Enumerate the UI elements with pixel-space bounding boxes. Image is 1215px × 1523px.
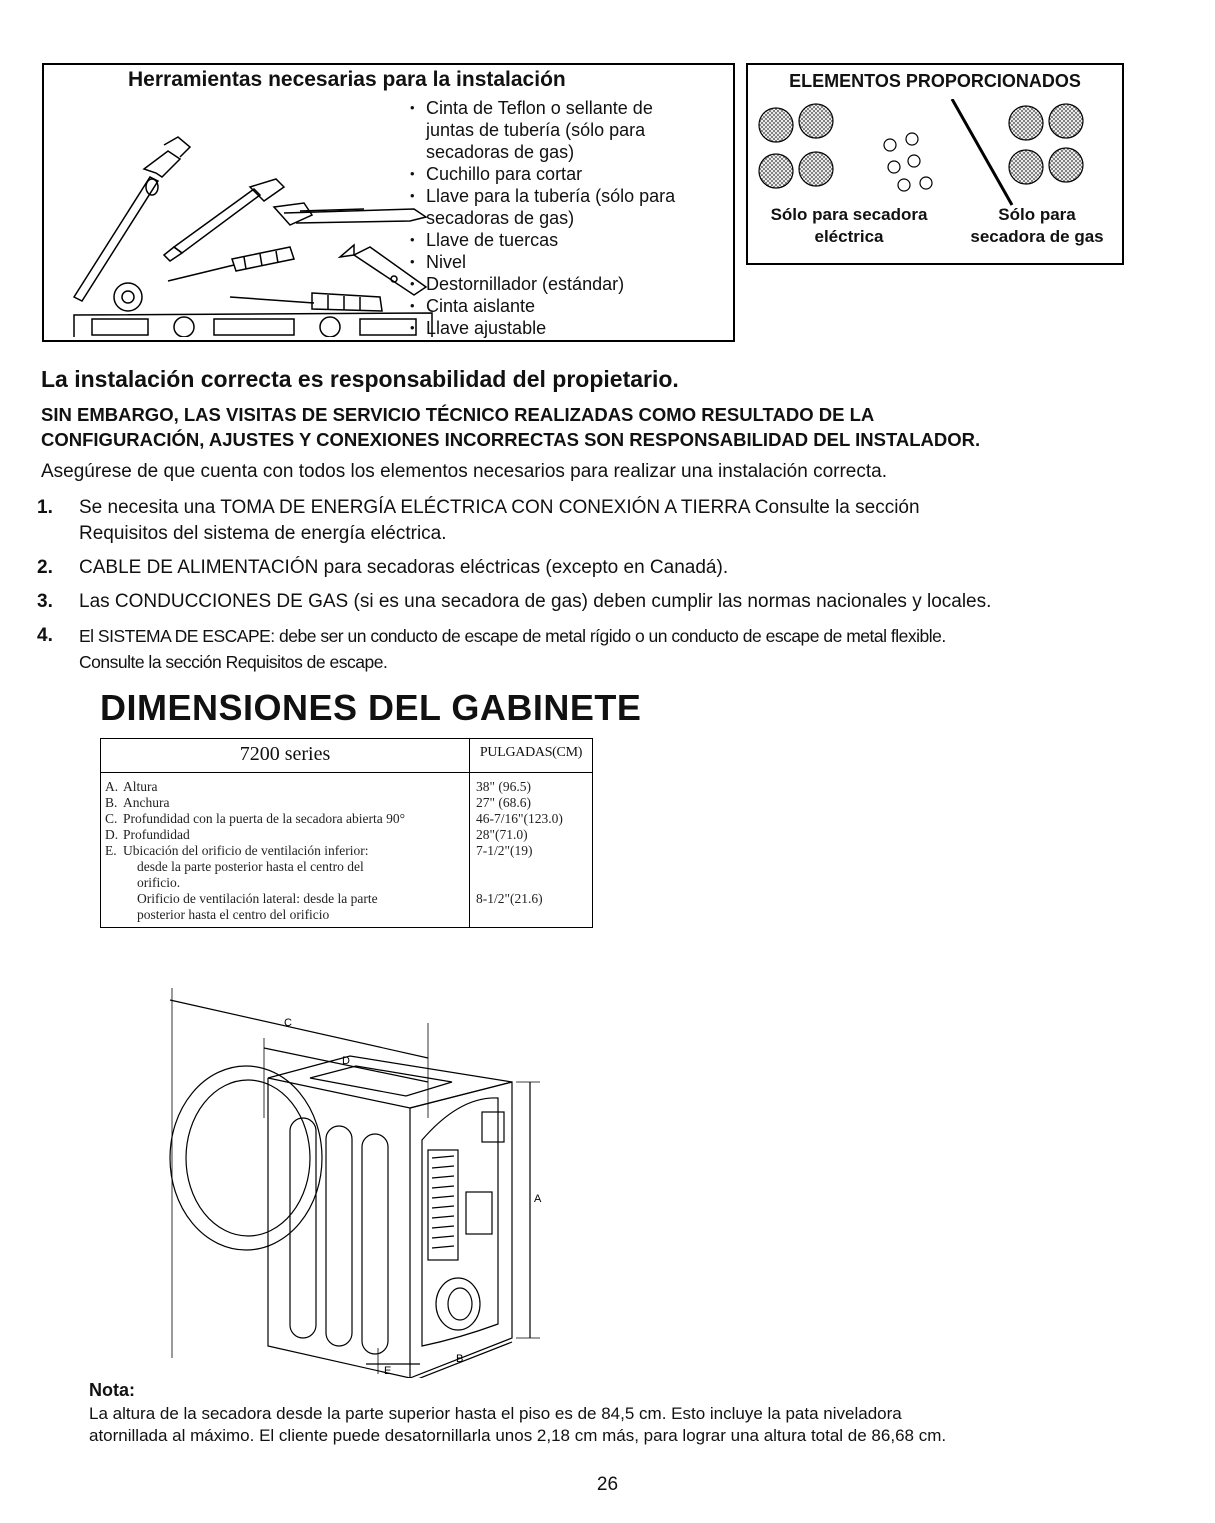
- provided-items-title: ELEMENTOS PROPORCIONADOS: [789, 71, 1081, 91]
- dim-label-c: C: [284, 1017, 292, 1029]
- list-item: 3. Las CONDUCCIONES DE GAS (si es una secadora de gas) deben cumplir las normas nacionales y locales.: [37, 591, 992, 612]
- dimensions-table: [100, 738, 593, 928]
- tool-item: • Llave de tuercas: [408, 229, 728, 251]
- unit-label: PULGADAS(CM): [470, 739, 593, 773]
- intro-paragraph: Asegúrese de que cuenta con todos los elementos necesarios para realizar una instalación correcta.: [41, 461, 888, 482]
- screwdriver-icon: [168, 247, 294, 281]
- table-header-row: [101, 739, 593, 773]
- row-side-vent: Orificio de ventilación lateral: desde la parte: [137, 891, 378, 906]
- tool-item: • Llave ajustable: [408, 317, 728, 339]
- table-row: A. Altura B. Anchura C. Profundidad con la puerta de la secadora abierta 90° D. Profundidad E. Ubicación del orificio de ventilación inferior: desde la parte posterior hasta el centro del orificio. Orificio de ventilación lateral: desde la parte posterior hasta el centro del orificio 38" (96.5) 27" (68.6) 46-7/16"(123.0) 28"(71.0) 7-1/2"(19) 8-1/2"(21.6): [101, 773, 593, 928]
- tool-item: • Cinta aislante: [408, 295, 728, 317]
- dryer-dimensions-diagram: [160, 978, 550, 1378]
- value-a: 38" (96.5): [476, 779, 532, 794]
- provided-items-box: [746, 63, 1124, 265]
- screwdriver-icon-2: [230, 293, 382, 311]
- gas-only-caption: Sólo para secadora de gas: [970, 205, 1104, 246]
- row-c: C. Profundidad con la puerta de la secadora abierta 90°: [105, 811, 406, 826]
- tape-roll-icon: [114, 283, 142, 311]
- row-a: A. Altura: [105, 779, 158, 794]
- list-item: 2. CABLE DE ALIMENTACIÓN para secadoras eléctricas (excepto en Canadá).: [37, 557, 729, 578]
- provided-items-illustration: [754, 99, 1118, 209]
- electric-only-caption: Sólo para secadora eléctrica: [770, 205, 928, 246]
- row-d: D. Profundidad: [105, 827, 190, 842]
- screen-disc-icon: [759, 104, 1083, 188]
- tool-item: • Llave para la tubería (sólo para secadoras de gas): [408, 185, 728, 229]
- tool-item: • Cuchillo para cortar: [408, 163, 728, 185]
- series-label: 7200 series: [101, 739, 470, 773]
- screw-icon: [884, 133, 932, 191]
- list-item: 4. El SISTEMA DE ESCAPE: debe ser un conducto de escape de metal rígido o un conducto de escape de metal flexible. Consulte la sección Requisitos de escape.: [37, 625, 946, 672]
- row-b: B. Anchura: [105, 795, 170, 810]
- pipe-wrench-icon: [74, 137, 190, 301]
- value-c: 46-7/16"(123.0): [476, 811, 563, 826]
- pliers-icon: [164, 179, 284, 261]
- level-icon: [74, 313, 432, 337]
- tool-item: • Nivel: [408, 251, 728, 273]
- channel-lock-icon: [274, 203, 426, 225]
- responsibility-heading: La instalación correcta es responsabilidad del propietario.: [41, 366, 679, 392]
- note-text: La altura de la secadora desde la parte superior hasta el piso es de 84,5 cm. Esto incluye la pata niveladora atornillada al máximo. El cliente puede desatornillarla unos 2,18 cm más, para lograr una altura total de 86,68 cm.: [89, 1404, 947, 1445]
- value-e: 7-1/2"(19): [476, 843, 533, 858]
- value-b: 27" (68.6): [476, 795, 532, 810]
- note-label: Nota:: [89, 1380, 135, 1400]
- row-e: E. Ubicación del orificio de ventilación inferior:: [105, 843, 369, 858]
- tools-list: [408, 97, 728, 339]
- tools-title: Herramientas necesarias para la instalación: [128, 68, 566, 91]
- dim-label-b: B: [456, 1353, 464, 1365]
- tools-illustration: [64, 107, 434, 337]
- value-side-vent: 8-1/2"(21.6): [476, 891, 543, 906]
- list-item: 1. Se necesita una TOMA DE ENERGÍA ELÉCTRICA CON CONEXIÓN A TIERRA Consulte la sección Requisitos del sistema de energía eléctrica.: [37, 497, 920, 544]
- value-d: 28"(71.0): [476, 827, 528, 842]
- installer-warning: SIN EMBARGO, LAS VISITAS DE SERVICIO TÉCNICO REALIZADAS COMO RESULTADO DE LA CONFIGURACIÓN, AJUSTES Y CONEXIONES INCORRECTAS SON RESPONSABILIDAD DEL INSTALADOR.: [41, 404, 981, 450]
- divider-line: [952, 99, 1012, 205]
- tool-item: • Destornillador (estándar): [408, 273, 728, 295]
- requirements-list: [37, 495, 1197, 683]
- dim-label-a: A: [534, 1193, 542, 1205]
- cabinet-dimensions-heading: DIMENSIONES DEL GABINETE: [100, 687, 642, 728]
- tool-item: • Cinta de Teflon o sellante de juntas de tubería (sólo para secadoras de gas): [408, 97, 728, 163]
- dim-label-e: E: [384, 1365, 392, 1377]
- tools-box: [42, 63, 735, 342]
- page-number: 26: [596, 1474, 619, 1495]
- dim-label-d: D: [342, 1055, 350, 1067]
